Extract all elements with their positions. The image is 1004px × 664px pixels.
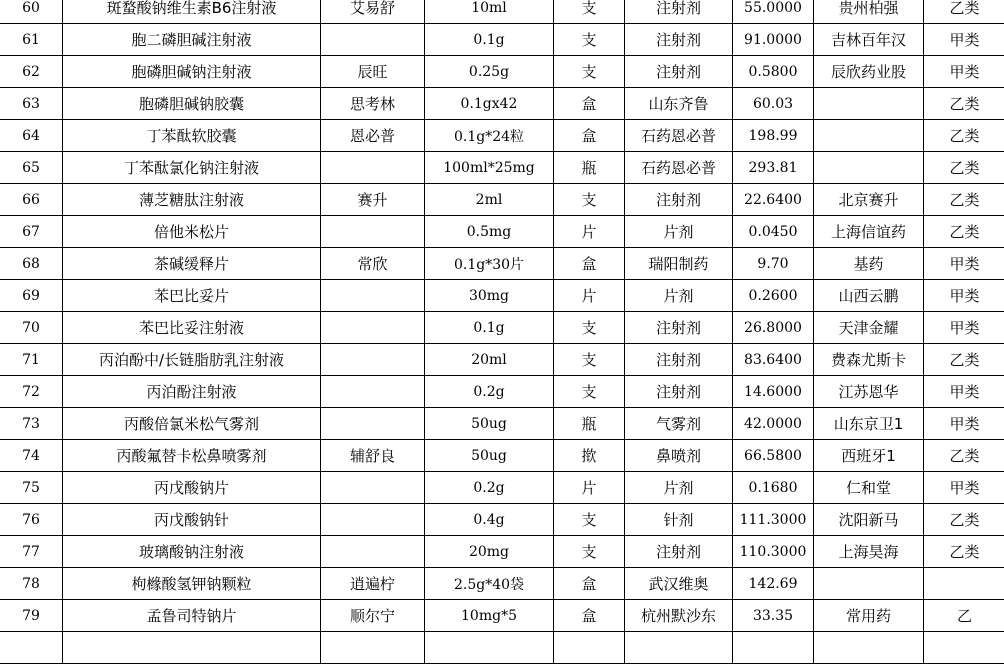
insurance-class-cell[interactable]: 甲类	[924, 472, 1004, 504]
unit-cell[interactable]: 瓶	[554, 152, 625, 184]
manufacturer-cell[interactable]: 上海信谊药	[814, 216, 924, 248]
specification-cell[interactable]: 20mg	[425, 536, 554, 568]
row-number-cell[interactable]: 60	[0, 0, 63, 24]
specification-cell[interactable]: 0.1g	[425, 312, 554, 344]
insurance-class-cell[interactable]: 乙类	[924, 216, 1004, 248]
table-row[interactable]	[0, 440, 1004, 472]
price-cell[interactable]: 55.0000	[733, 0, 814, 24]
insurance-class-cell[interactable]: 甲类	[924, 248, 1004, 280]
table-row[interactable]	[0, 248, 1004, 280]
brand-name-cell[interactable]	[321, 312, 425, 344]
drug-name-cell[interactable]: 胞磷胆碱钠胶囊	[63, 88, 321, 120]
manufacturer-cell[interactable]: 北京赛升	[814, 184, 924, 216]
row-number-cell[interactable]: 69	[0, 280, 63, 312]
table-row[interactable]	[0, 280, 1004, 312]
insurance-class-cell[interactable]: 乙类	[924, 184, 1004, 216]
specification-cell[interactable]: 50ug	[425, 408, 554, 440]
drug-name-cell[interactable]: 玻璃酸钠注射液	[63, 536, 321, 568]
row-number-cell[interactable]: 65	[0, 152, 63, 184]
price-cell[interactable]	[733, 632, 814, 664]
unit-cell[interactable]: 支	[554, 344, 625, 376]
table-row[interactable]	[0, 568, 1004, 600]
specification-cell[interactable]: 30mg	[425, 280, 554, 312]
specification-cell[interactable]: 2.5g*40袋	[425, 568, 554, 600]
brand-name-cell[interactable]	[321, 632, 425, 664]
price-cell[interactable]: 111.3000	[733, 504, 814, 536]
table-row[interactable]	[0, 152, 1004, 184]
brand-name-cell[interactable]	[321, 280, 425, 312]
dosage-form-cell[interactable]: 武汉维奥	[625, 568, 733, 600]
price-cell[interactable]: 0.5800	[733, 56, 814, 88]
insurance-class-cell[interactable]: 甲类	[924, 24, 1004, 56]
dosage-form-cell[interactable]: 山东齐鲁	[625, 88, 733, 120]
brand-name-cell[interactable]: 恩必普	[321, 120, 425, 152]
unit-cell[interactable]: 支	[554, 56, 625, 88]
unit-cell[interactable]: 支	[554, 312, 625, 344]
manufacturer-cell[interactable]: 上海昊海	[814, 536, 924, 568]
specification-cell[interactable]: 0.4g	[425, 504, 554, 536]
manufacturer-cell[interactable]	[814, 152, 924, 184]
insurance-class-cell[interactable]: 甲类	[924, 408, 1004, 440]
insurance-class-cell[interactable]: 甲类	[924, 56, 1004, 88]
row-number-cell[interactable]: 63	[0, 88, 63, 120]
unit-cell[interactable]: 揿	[554, 440, 625, 472]
price-cell[interactable]: 0.1680	[733, 472, 814, 504]
price-cell[interactable]: 66.5800	[733, 440, 814, 472]
brand-name-cell[interactable]	[321, 504, 425, 536]
row-number-cell[interactable]: 73	[0, 408, 63, 440]
unit-cell[interactable]: 支	[554, 0, 625, 24]
dosage-form-cell[interactable]: 注射剂	[625, 344, 733, 376]
manufacturer-cell[interactable]: 常用药	[814, 600, 924, 632]
specification-cell[interactable]: 20ml	[425, 344, 554, 376]
row-number-cell[interactable]: 62	[0, 56, 63, 88]
specification-cell[interactable]: 0.1g*24粒	[425, 120, 554, 152]
drug-name-cell[interactable]: 丙酸倍氯米松气雾剂	[63, 408, 321, 440]
dosage-form-cell[interactable]: 瑞阳制药	[625, 248, 733, 280]
price-cell[interactable]: 198.99	[733, 120, 814, 152]
specification-cell[interactable]	[425, 632, 554, 664]
row-number-cell[interactable]: 66	[0, 184, 63, 216]
brand-name-cell[interactable]	[321, 24, 425, 56]
manufacturer-cell[interactable]: 吉林百年汉	[814, 24, 924, 56]
manufacturer-cell[interactable]: 费森尤斯卡	[814, 344, 924, 376]
dosage-form-cell[interactable]: 片剂	[625, 280, 733, 312]
table-row[interactable]	[0, 56, 1004, 88]
specification-cell[interactable]: 0.1g	[425, 24, 554, 56]
row-number-cell[interactable]: 78	[0, 568, 63, 600]
row-number-cell[interactable]: 71	[0, 344, 63, 376]
insurance-class-cell[interactable]: 乙类	[924, 88, 1004, 120]
price-cell[interactable]: 293.81	[733, 152, 814, 184]
unit-cell[interactable]: 片	[554, 216, 625, 248]
manufacturer-cell[interactable]: 江苏恩华	[814, 376, 924, 408]
brand-name-cell[interactable]: 辅舒良	[321, 440, 425, 472]
manufacturer-cell[interactable]: 辰欣药业股	[814, 56, 924, 88]
dosage-form-cell[interactable]: 注射剂	[625, 24, 733, 56]
drug-name-cell[interactable]: 苯巴比妥注射液	[63, 312, 321, 344]
row-number-cell[interactable]: 61	[0, 24, 63, 56]
unit-cell[interactable]: 支	[554, 24, 625, 56]
unit-cell[interactable]	[554, 632, 625, 664]
dosage-form-cell[interactable]: 石药恩必普	[625, 120, 733, 152]
brand-name-cell[interactable]	[321, 536, 425, 568]
drug-name-cell[interactable]: 孟鲁司特钠片	[63, 600, 321, 632]
dosage-form-cell[interactable]: 注射剂	[625, 184, 733, 216]
specification-cell[interactable]: 10ml	[425, 0, 554, 24]
brand-name-cell[interactable]: 辰旺	[321, 56, 425, 88]
unit-cell[interactable]: 片	[554, 472, 625, 504]
unit-cell[interactable]: 片	[554, 280, 625, 312]
drug-name-cell[interactable]: 丙泊酚中/长链脂肪乳注射液	[63, 344, 321, 376]
row-number-cell[interactable]: 70	[0, 312, 63, 344]
insurance-class-cell[interactable]: 甲类	[924, 376, 1004, 408]
drug-name-cell[interactable]: 丙戊酸钠片	[63, 472, 321, 504]
dosage-form-cell[interactable]: 注射剂	[625, 312, 733, 344]
price-cell[interactable]: 60.03	[733, 88, 814, 120]
dosage-form-cell[interactable]: 片剂	[625, 472, 733, 504]
drug-name-cell[interactable]: 胞二磷胆碱注射液	[63, 24, 321, 56]
manufacturer-cell[interactable]: 西班牙1	[814, 440, 924, 472]
table-row[interactable]	[0, 600, 1004, 632]
specification-cell[interactable]: 0.25g	[425, 56, 554, 88]
manufacturer-cell[interactable]: 贵州柏强	[814, 0, 924, 24]
table-row[interactable]	[0, 0, 1004, 24]
brand-name-cell[interactable]	[321, 376, 425, 408]
price-cell[interactable]: 91.0000	[733, 24, 814, 56]
brand-name-cell[interactable]	[321, 472, 425, 504]
price-cell[interactable]: 0.0450	[733, 216, 814, 248]
table-row[interactable]	[0, 24, 1004, 56]
unit-cell[interactable]: 支	[554, 504, 625, 536]
specification-cell[interactable]: 50ug	[425, 440, 554, 472]
price-cell[interactable]: 9.70	[733, 248, 814, 280]
insurance-class-cell[interactable]: 乙类	[924, 536, 1004, 568]
dosage-form-cell[interactable]: 注射剂	[625, 0, 733, 24]
row-number-cell[interactable]	[0, 632, 63, 664]
insurance-class-cell[interactable]	[924, 632, 1004, 664]
brand-name-cell[interactable]: 顺尔宁	[321, 600, 425, 632]
table-row[interactable]	[0, 504, 1004, 536]
specification-cell[interactable]: 0.1g*30片	[425, 248, 554, 280]
insurance-class-cell[interactable]: 乙类	[924, 344, 1004, 376]
insurance-class-cell[interactable]: 乙类	[924, 504, 1004, 536]
specification-cell[interactable]: 100ml*25mg	[425, 152, 554, 184]
unit-cell[interactable]: 盒	[554, 248, 625, 280]
specification-cell[interactable]: 0.2g	[425, 472, 554, 504]
manufacturer-cell[interactable]: 天津金耀	[814, 312, 924, 344]
manufacturer-cell[interactable]	[814, 120, 924, 152]
dosage-form-cell[interactable]: 针剂	[625, 504, 733, 536]
specification-cell[interactable]: 10mg*5	[425, 600, 554, 632]
specification-cell[interactable]: 2ml	[425, 184, 554, 216]
insurance-class-cell[interactable]: 甲类	[924, 312, 1004, 344]
dosage-form-cell[interactable]: 注射剂	[625, 376, 733, 408]
table-row[interactable]	[0, 536, 1004, 568]
unit-cell[interactable]: 支	[554, 376, 625, 408]
specification-cell[interactable]: 0.5mg	[425, 216, 554, 248]
drug-name-cell[interactable]: 倍他米松片	[63, 216, 321, 248]
price-cell[interactable]: 142.69	[733, 568, 814, 600]
price-cell[interactable]: 14.6000	[733, 376, 814, 408]
dosage-form-cell[interactable]: 注射剂	[625, 56, 733, 88]
unit-cell[interactable]: 支	[554, 184, 625, 216]
brand-name-cell[interactable]	[321, 152, 425, 184]
drug-name-cell[interactable]: 苯巴比妥片	[63, 280, 321, 312]
dosage-form-cell[interactable]: 鼻喷剂	[625, 440, 733, 472]
brand-name-cell[interactable]: 思考林	[321, 88, 425, 120]
table-row[interactable]	[0, 312, 1004, 344]
unit-cell[interactable]: 盒	[554, 120, 625, 152]
table-row[interactable]	[0, 472, 1004, 504]
brand-name-cell[interactable]: 赛升	[321, 184, 425, 216]
unit-cell[interactable]: 盒	[554, 600, 625, 632]
price-cell[interactable]: 22.6400	[733, 184, 814, 216]
row-number-cell[interactable]: 79	[0, 600, 63, 632]
row-number-cell[interactable]: 68	[0, 248, 63, 280]
unit-cell[interactable]: 盒	[554, 568, 625, 600]
drug-name-cell[interactable]: 枸橼酸氢钾钠颗粒	[63, 568, 321, 600]
table-row[interactable]	[0, 184, 1004, 216]
table-row[interactable]	[0, 376, 1004, 408]
manufacturer-cell[interactable]	[814, 88, 924, 120]
insurance-class-cell[interactable]: 乙	[924, 600, 1004, 632]
manufacturer-cell[interactable]: 山西云鹏	[814, 280, 924, 312]
brand-name-cell[interactable]: 常欣	[321, 248, 425, 280]
table-row[interactable]	[0, 88, 1004, 120]
brand-name-cell[interactable]: 逍遍柠	[321, 568, 425, 600]
dosage-form-cell[interactable]: 石药恩必普	[625, 152, 733, 184]
table-row[interactable]	[0, 120, 1004, 152]
unit-cell[interactable]: 瓶	[554, 408, 625, 440]
brand-name-cell[interactable]: 艾易舒	[321, 0, 425, 24]
row-number-cell[interactable]: 75	[0, 472, 63, 504]
table-row[interactable]	[0, 632, 1004, 664]
table-row[interactable]	[0, 344, 1004, 376]
row-number-cell[interactable]: 67	[0, 216, 63, 248]
unit-cell[interactable]: 支	[554, 536, 625, 568]
row-number-cell[interactable]: 74	[0, 440, 63, 472]
price-cell[interactable]: 110.3000	[733, 536, 814, 568]
drug-name-cell[interactable]: 丁苯酞氯化钠注射液	[63, 152, 321, 184]
drug-name-cell[interactable]: 丙酸氟替卡松鼻喷雾剂	[63, 440, 321, 472]
price-cell[interactable]: 0.2600	[733, 280, 814, 312]
dosage-form-cell[interactable]: 片剂	[625, 216, 733, 248]
manufacturer-cell[interactable]: 基药	[814, 248, 924, 280]
manufacturer-cell[interactable]	[814, 632, 924, 664]
insurance-class-cell[interactable]: 乙类	[924, 0, 1004, 24]
dosage-form-cell[interactable]: 杭州默沙东	[625, 600, 733, 632]
specification-cell[interactable]: 0.1gx42	[425, 88, 554, 120]
drug-name-cell[interactable]: 胞磷胆碱钠注射液	[63, 56, 321, 88]
table-row[interactable]	[0, 408, 1004, 440]
insurance-class-cell[interactable]: 甲类	[924, 280, 1004, 312]
dosage-form-cell[interactable]: 注射剂	[625, 536, 733, 568]
drug-name-cell[interactable]: 斑蝥酸钠维生素B6注射液	[63, 0, 321, 24]
insurance-class-cell[interactable]: 乙类	[924, 152, 1004, 184]
manufacturer-cell[interactable]: 山东京卫1	[814, 408, 924, 440]
price-cell[interactable]: 83.6400	[733, 344, 814, 376]
insurance-class-cell[interactable]	[924, 568, 1004, 600]
table-row[interactable]	[0, 216, 1004, 248]
dosage-form-cell[interactable]: 气雾剂	[625, 408, 733, 440]
brand-name-cell[interactable]	[321, 408, 425, 440]
price-cell[interactable]: 33.35	[733, 600, 814, 632]
drug-name-cell[interactable]: 丁苯酞软胶囊	[63, 120, 321, 152]
row-number-cell[interactable]: 76	[0, 504, 63, 536]
manufacturer-cell[interactable]: 仁和堂	[814, 472, 924, 504]
brand-name-cell[interactable]	[321, 344, 425, 376]
insurance-class-cell[interactable]: 乙类	[924, 440, 1004, 472]
dosage-form-cell[interactable]	[625, 632, 733, 664]
drug-name-cell[interactable]: 丙戊酸钠针	[63, 504, 321, 536]
row-number-cell[interactable]: 72	[0, 376, 63, 408]
insurance-class-cell[interactable]: 乙类	[924, 120, 1004, 152]
row-number-cell[interactable]: 64	[0, 120, 63, 152]
row-number-cell[interactable]: 77	[0, 536, 63, 568]
unit-cell[interactable]: 盒	[554, 88, 625, 120]
drug-name-cell[interactable]: 薄芝糖肽注射液	[63, 184, 321, 216]
specification-cell[interactable]: 0.2g	[425, 376, 554, 408]
drug-name-cell[interactable]: 丙泊酚注射液	[63, 376, 321, 408]
manufacturer-cell[interactable]	[814, 568, 924, 600]
brand-name-cell[interactable]	[321, 216, 425, 248]
manufacturer-cell[interactable]: 沈阳新马	[814, 504, 924, 536]
drug-name-cell[interactable]: 茶碱缓释片	[63, 248, 321, 280]
drug-name-cell[interactable]	[63, 632, 321, 664]
price-cell[interactable]: 42.0000	[733, 408, 814, 440]
price-cell[interactable]: 26.8000	[733, 312, 814, 344]
